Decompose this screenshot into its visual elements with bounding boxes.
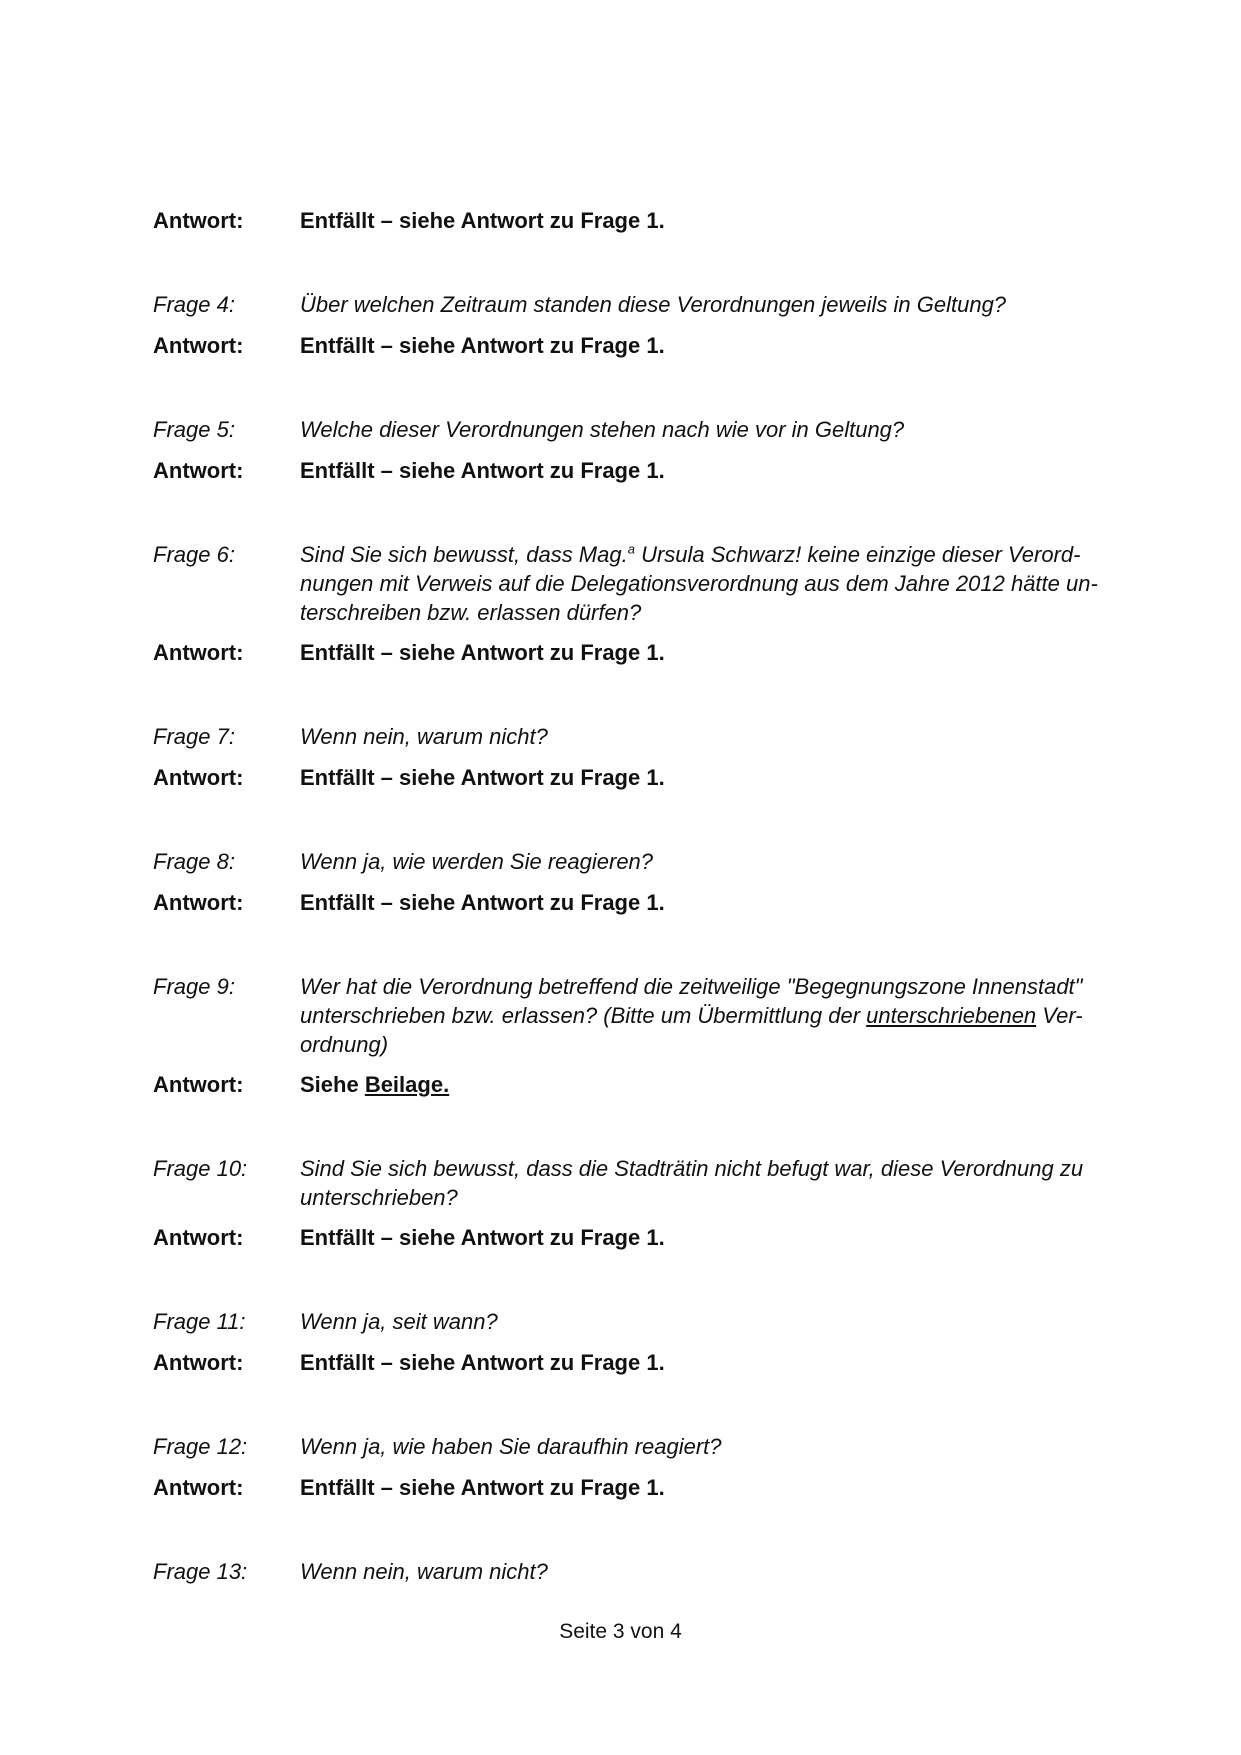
answer-row <box>153 763 1133 792</box>
question-line: ordnung) <box>300 1032 389 1057</box>
question-row <box>153 847 1133 876</box>
answer-row <box>153 1473 1133 1502</box>
answer-label: Antwort: <box>153 208 244 233</box>
answer-label: Antwort: <box>153 765 244 790</box>
question-line: unterschrieben? <box>300 1185 458 1210</box>
superscript-a: a <box>627 541 635 557</box>
question-line: Wer hat die Verordnung betreffend die zeitweilige "Begegnungszone Innenstadt" <box>300 974 1083 999</box>
question-line: Sind Sie sich bewusst, dass die Stadträtin nicht befugt war, diese Verordnung zu <box>300 1156 1084 1181</box>
question-line: nungen mit Verweis auf die Delegationsverordnung aus dem Jahre 2012 hätte un- <box>300 571 1098 596</box>
answer-label: Antwort: <box>153 1072 244 1097</box>
answer-label: Antwort: <box>153 1225 244 1250</box>
answer-row <box>153 1070 1133 1099</box>
answer-row <box>153 1348 1133 1377</box>
answer-text: Entfällt – siehe Antwort zu Frage 1. <box>300 1475 665 1500</box>
answer-row <box>153 888 1133 917</box>
question-row <box>153 1557 1133 1586</box>
underlined-word: unterschriebenen <box>866 1003 1037 1028</box>
answer-label: Antwort: <box>153 1475 244 1500</box>
question-label: Frage 13: <box>153 1559 248 1584</box>
question-row <box>153 415 1133 444</box>
answer-row <box>153 331 1133 360</box>
question-line: unterschrieben bzw. erlassen? (Bitte um Übermittlung der unterschriebenen Ver- <box>300 1003 1083 1028</box>
question-label: Frage 6: <box>153 542 235 567</box>
answer-text: Entfällt – siehe Antwort zu Frage 1. <box>300 458 665 483</box>
question-row <box>153 1432 1133 1461</box>
question-label: Frage 5: <box>153 417 235 442</box>
question-text: Wenn ja, wie haben Sie daraufhin reagiert? <box>300 1434 722 1459</box>
answer-label: Antwort: <box>153 333 244 358</box>
question-row <box>153 540 1133 627</box>
question-row <box>153 972 1133 1059</box>
answer-text: Siehe Beilage. <box>300 1072 450 1097</box>
attachment-reference: Beilage. <box>364 1072 450 1097</box>
answer-label: Antwort: <box>153 458 244 483</box>
question-text: Wenn ja, seit wann? <box>300 1309 498 1334</box>
question-text: Wenn nein, warum nicht? <box>300 724 548 749</box>
question-row <box>153 1307 1133 1336</box>
answer-text: Entfällt – siehe Antwort zu Frage 1. <box>300 640 665 665</box>
answer-row <box>153 456 1133 485</box>
question-text: Welche dieser Verordnungen stehen nach wie vor in Geltung? <box>300 417 905 442</box>
question-label: Frage 8: <box>153 849 235 874</box>
answer-row <box>153 1223 1133 1252</box>
answer-text: Entfällt – siehe Antwort zu Frage 1. <box>300 208 665 233</box>
question-text: Wenn nein, warum nicht? <box>300 1559 548 1584</box>
answer-row <box>153 638 1133 667</box>
question-label: Frage 12: <box>153 1434 248 1459</box>
answer-label: Antwort: <box>153 890 244 915</box>
question-label: Frage 11: <box>153 1309 246 1334</box>
question-label: Frage 4: <box>153 292 235 317</box>
question-label: Frage 9: <box>153 974 235 999</box>
question-text <box>300 972 1133 1059</box>
question-text: Über welchen Zeitraum standen diese Verordnungen jeweils in Geltung? <box>300 292 1007 317</box>
page-number: Seite 3 von 4 <box>559 1620 682 1643</box>
answer-text: Entfällt – siehe Antwort zu Frage 1. <box>300 765 665 790</box>
answer-row <box>153 206 1133 235</box>
question-row <box>153 722 1133 751</box>
question-label: Frage 7: <box>153 724 235 749</box>
answer-text: Entfällt – siehe Antwort zu Frage 1. <box>300 890 665 915</box>
answer-text: Entfällt – siehe Antwort zu Frage 1. <box>300 1350 665 1375</box>
question-label: Frage 10: <box>153 1156 248 1181</box>
question-text <box>300 540 1133 627</box>
answer-text: Entfällt – siehe Antwort zu Frage 1. <box>300 1225 665 1250</box>
answer-text: Entfällt – siehe Antwort zu Frage 1. <box>300 333 665 358</box>
question-text <box>300 1154 1133 1212</box>
question-row <box>153 1154 1133 1212</box>
question-row <box>153 290 1133 319</box>
question-text: Wenn ja, wie werden Sie reagieren? <box>300 849 654 874</box>
answer-label: Antwort: <box>153 1350 244 1375</box>
answer-label: Antwort: <box>153 640 244 665</box>
question-line: terschreiben bzw. erlassen dürfen? <box>300 600 642 625</box>
question-line: Sind Sie sich bewusst, dass Mag.$^a$ Ursula Schwarz! keine einzige dieser Verord- <box>300 541 1081 567</box>
